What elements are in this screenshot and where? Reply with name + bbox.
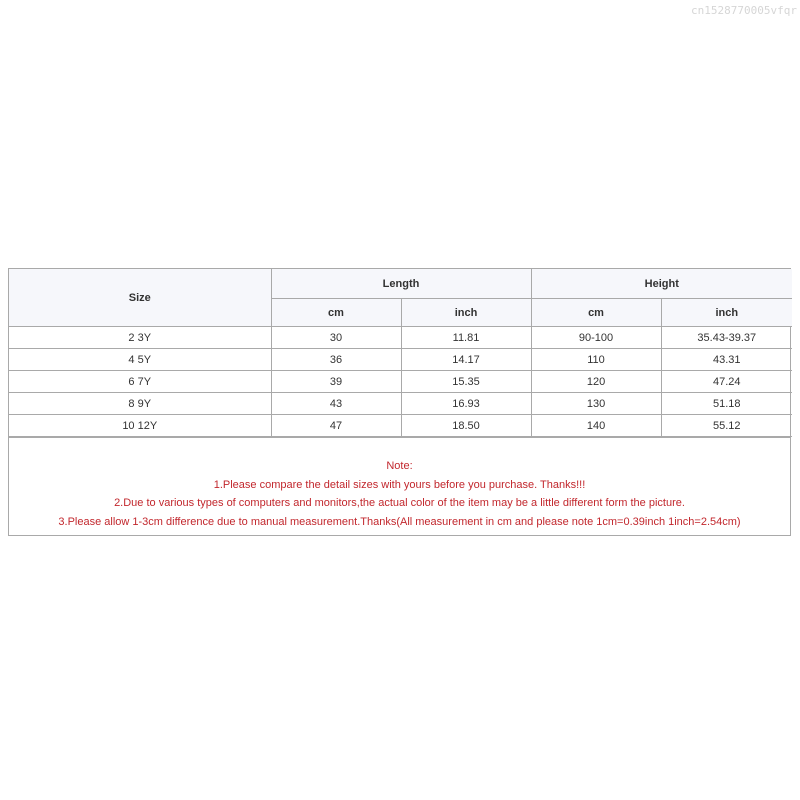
size-cell: 10 12Y: [9, 415, 271, 437]
note-line: 2.Due to various types of computers and monitors,the actual color of the item may be a little different form the picture.: [114, 497, 685, 509]
length-cm-cell: 47: [271, 415, 401, 437]
length-inch-cell: 18.50: [401, 415, 531, 437]
size-cell: 8 9Y: [9, 393, 271, 415]
height-inch-cell: 43.31: [661, 349, 792, 371]
height-inch-cell: 47.24: [661, 371, 792, 393]
table-row: [9, 327, 792, 349]
height-cm-cell: 110: [531, 349, 661, 371]
height-inch-cell: 35.43-39.37: [661, 327, 792, 349]
watermark-text: cn1528770005vfqr: [691, 4, 797, 17]
length-inch-header: inch: [401, 299, 531, 327]
length-inch-cell: 14.17: [401, 349, 531, 371]
size-table: [9, 269, 792, 437]
height-inch-cell: 51.18: [661, 393, 792, 415]
size-cell: 4 5Y: [9, 349, 271, 371]
table-row: [9, 349, 792, 371]
length-cm-cell: 30: [271, 327, 401, 349]
length-cm-cell: 43: [271, 393, 401, 415]
length-inch-cell: 11.81: [401, 327, 531, 349]
size-chart: [8, 268, 791, 536]
height-cm-header: cm: [531, 299, 661, 327]
note-title: Note:: [386, 460, 413, 472]
height-column-header: Height: [531, 269, 792, 299]
table-row: [9, 371, 792, 393]
table-row: [9, 393, 792, 415]
height-cm-cell: 90-100: [531, 327, 661, 349]
length-cm-header: cm: [271, 299, 401, 327]
size-cell: 2 3Y: [9, 327, 271, 349]
height-cm-cell: 140: [531, 415, 661, 437]
height-cm-cell: 120: [531, 371, 661, 393]
length-cm-cell: 36: [271, 349, 401, 371]
size-column-header: Size: [9, 269, 271, 327]
note-line: 3.Please allow 1-3cm difference due to manual measurement.Thanks(All measurement in cm and please note 1cm=0.39inch 1inch=2.54cm): [58, 515, 741, 528]
length-inch-cell: 16.93: [401, 393, 531, 415]
height-cm-cell: 130: [531, 393, 661, 415]
height-inch-header: inch: [661, 299, 792, 327]
table-row: [9, 415, 792, 437]
size-cell: 6 7Y: [9, 371, 271, 393]
length-inch-cell: 15.35: [401, 371, 531, 393]
height-inch-cell: 55.12: [661, 415, 792, 437]
length-cm-cell: 39: [271, 371, 401, 393]
notes-section: [9, 437, 790, 535]
note-line: 1.Please compare the detail sizes with yours before you purchase. Thanks!!!: [213, 478, 586, 491]
length-column-header: Length: [271, 269, 531, 299]
